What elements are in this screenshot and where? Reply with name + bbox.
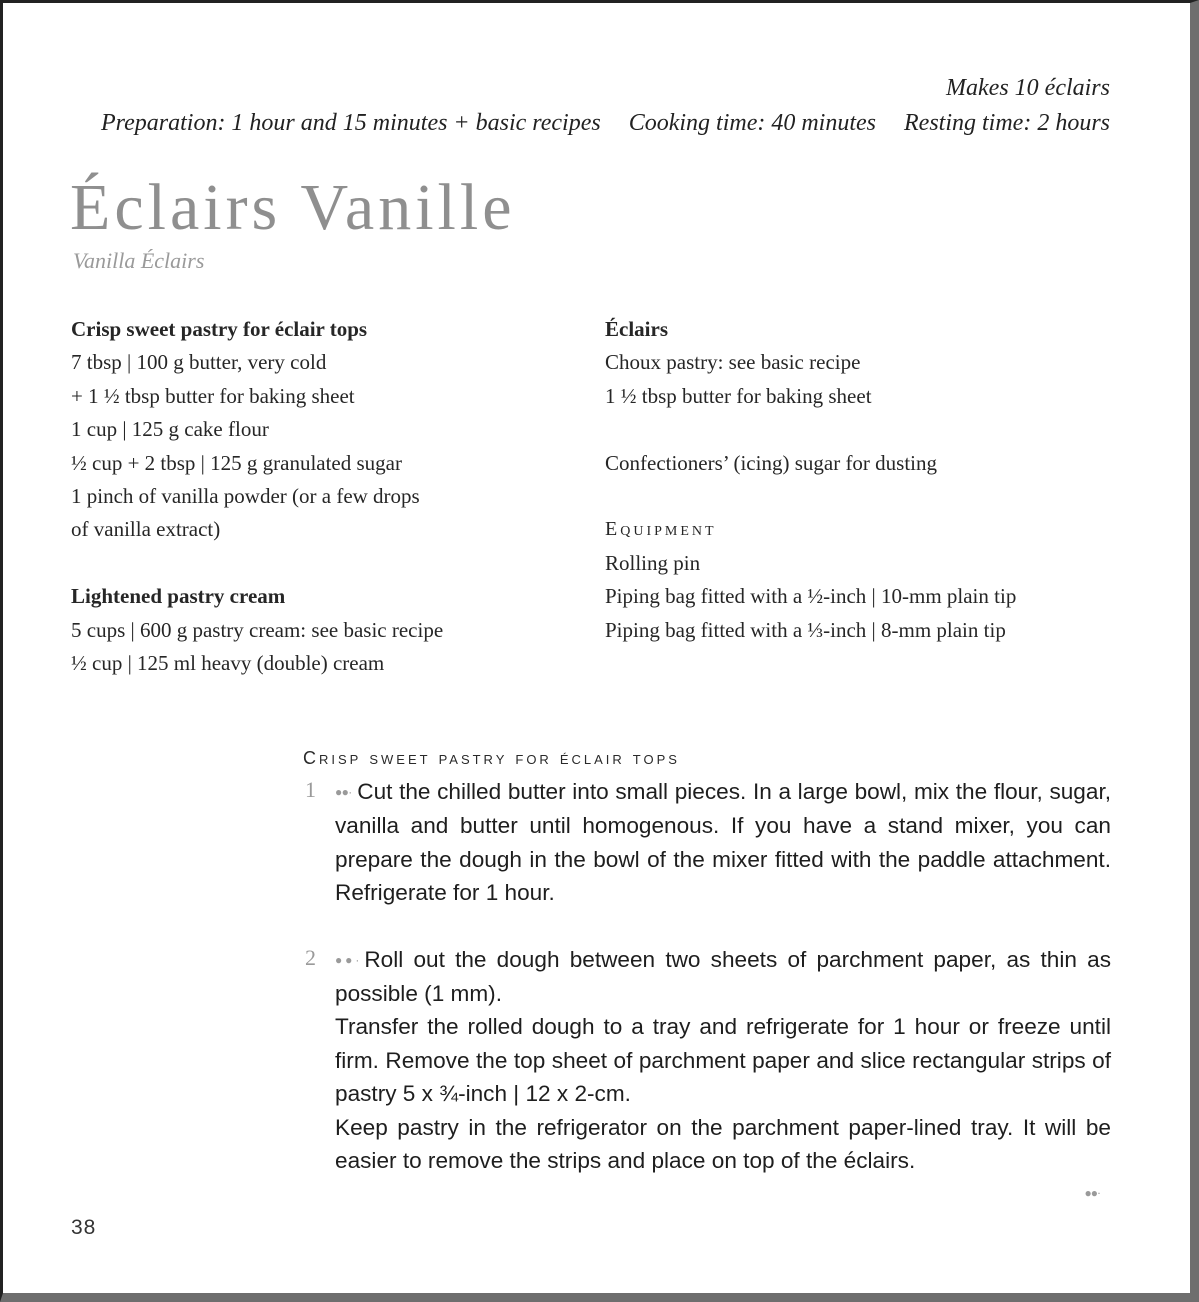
ingredient-item: 1 pinch of vanilla powder (or a few drops [71,484,420,509]
ingredient-item: 1 ½ tbsp butter for baking sheet [605,383,872,408]
spacer [605,480,1105,513]
equipment-heading: Equipment [605,518,717,541]
step-text: Cut the chilled butter into small pieces. In a large bowl, mix the flour, sugar, vanilla and butter until homogenous. If you have a stand mixer, you can prepare the dough in the bowl of the mixer fitted with the paddle attachment. Refrigerate for 1 hour. [335,779,1111,906]
crisp-pastry-heading: Crisp sweet pastry for éclair tops [71,317,368,341]
equipment-item: Rolling pin [605,550,701,575]
ingredient-item: ½ cup | 125 ml heavy (double) cream [71,651,385,676]
ingredient-item: Choux pastry: see basic recipe [605,350,861,375]
spacer [605,413,1105,446]
cooking-time: Cooking time: 40 minutes [628,110,877,136]
step-text: Transfer the rolled dough to a tray and refrigerate for 1 hour or freeze until firm. Remove the top sheet of parchment paper and slice rectangular strips of pastry 5 x ¾-inch | 12 x 2-cm. [335,1014,1111,1107]
recipe-subtitle: Vanilla Éclairs [73,248,205,273]
pastry-cream-heading: Lightened pastry cream [71,584,286,609]
spacer [71,547,531,580]
equipment-item: Piping bag fitted with a ⅓-inch | 8-mm plain tip [605,617,1006,642]
step-text-block [335,775,1111,910]
bullet-dots-icon: ●●· [335,952,359,967]
yield-text: Makes 10 éclairs [946,75,1110,101]
method-section [303,748,1111,1177]
ingredients-left-column [71,313,531,680]
step-paragraph [335,943,1111,1011]
resting-time: Resting time: 2 hours [904,110,1110,136]
step-number: 1 [305,777,316,802]
ingredient-item: 7 tbsp | 100 g butter, very cold [71,350,327,375]
equipment-item: Piping bag fitted with a ½-inch | 10-mm plain tip [605,584,1017,609]
ingredient-item: 1 cup | 125 g cake flour [71,417,269,442]
step-text: Roll out the dough between two sheets of parchment paper, as thin as possible (1 mm). [335,946,1111,1007]
bullet-dots-icon: ●●· [335,785,352,799]
continuation-dots-icon: ●●· [1084,1186,1100,1200]
timing-row [101,110,1110,137]
method-step [303,775,1111,910]
step-number: 2 [305,944,316,970]
ingredient-item: + 1 ½ tbsp butter for baking sheet [71,383,355,408]
ingredient-item: 5 cups | 600 g pastry cream: see basic recipe [71,617,444,642]
preparation-time: Preparation: 1 hour and 15 minutes + basic recipes [101,110,601,136]
step-text: Keep pastry in the refrigerator on the parchment paper-lined tray. It will be easier to remove the strips and place on top of the éclairs. [335,1114,1111,1174]
page-number: 38 [71,1216,97,1239]
eclairs-heading: Éclairs [605,317,668,341]
method-step [303,943,1111,1178]
recipe-title: Éclairs Vanille [70,171,516,244]
ingredients-right-column [605,313,1105,647]
method-heading: Crisp sweet pastry for éclair tops [303,748,680,768]
ingredient-item: Confectioners’ (icing) sugar for dusting [605,450,938,475]
ingredient-item: ½ cup + 2 tbsp | 125 g granulated sugar [71,450,402,475]
ingredient-item: of vanilla extract) [71,517,221,542]
step-text-block [335,943,1111,1178]
